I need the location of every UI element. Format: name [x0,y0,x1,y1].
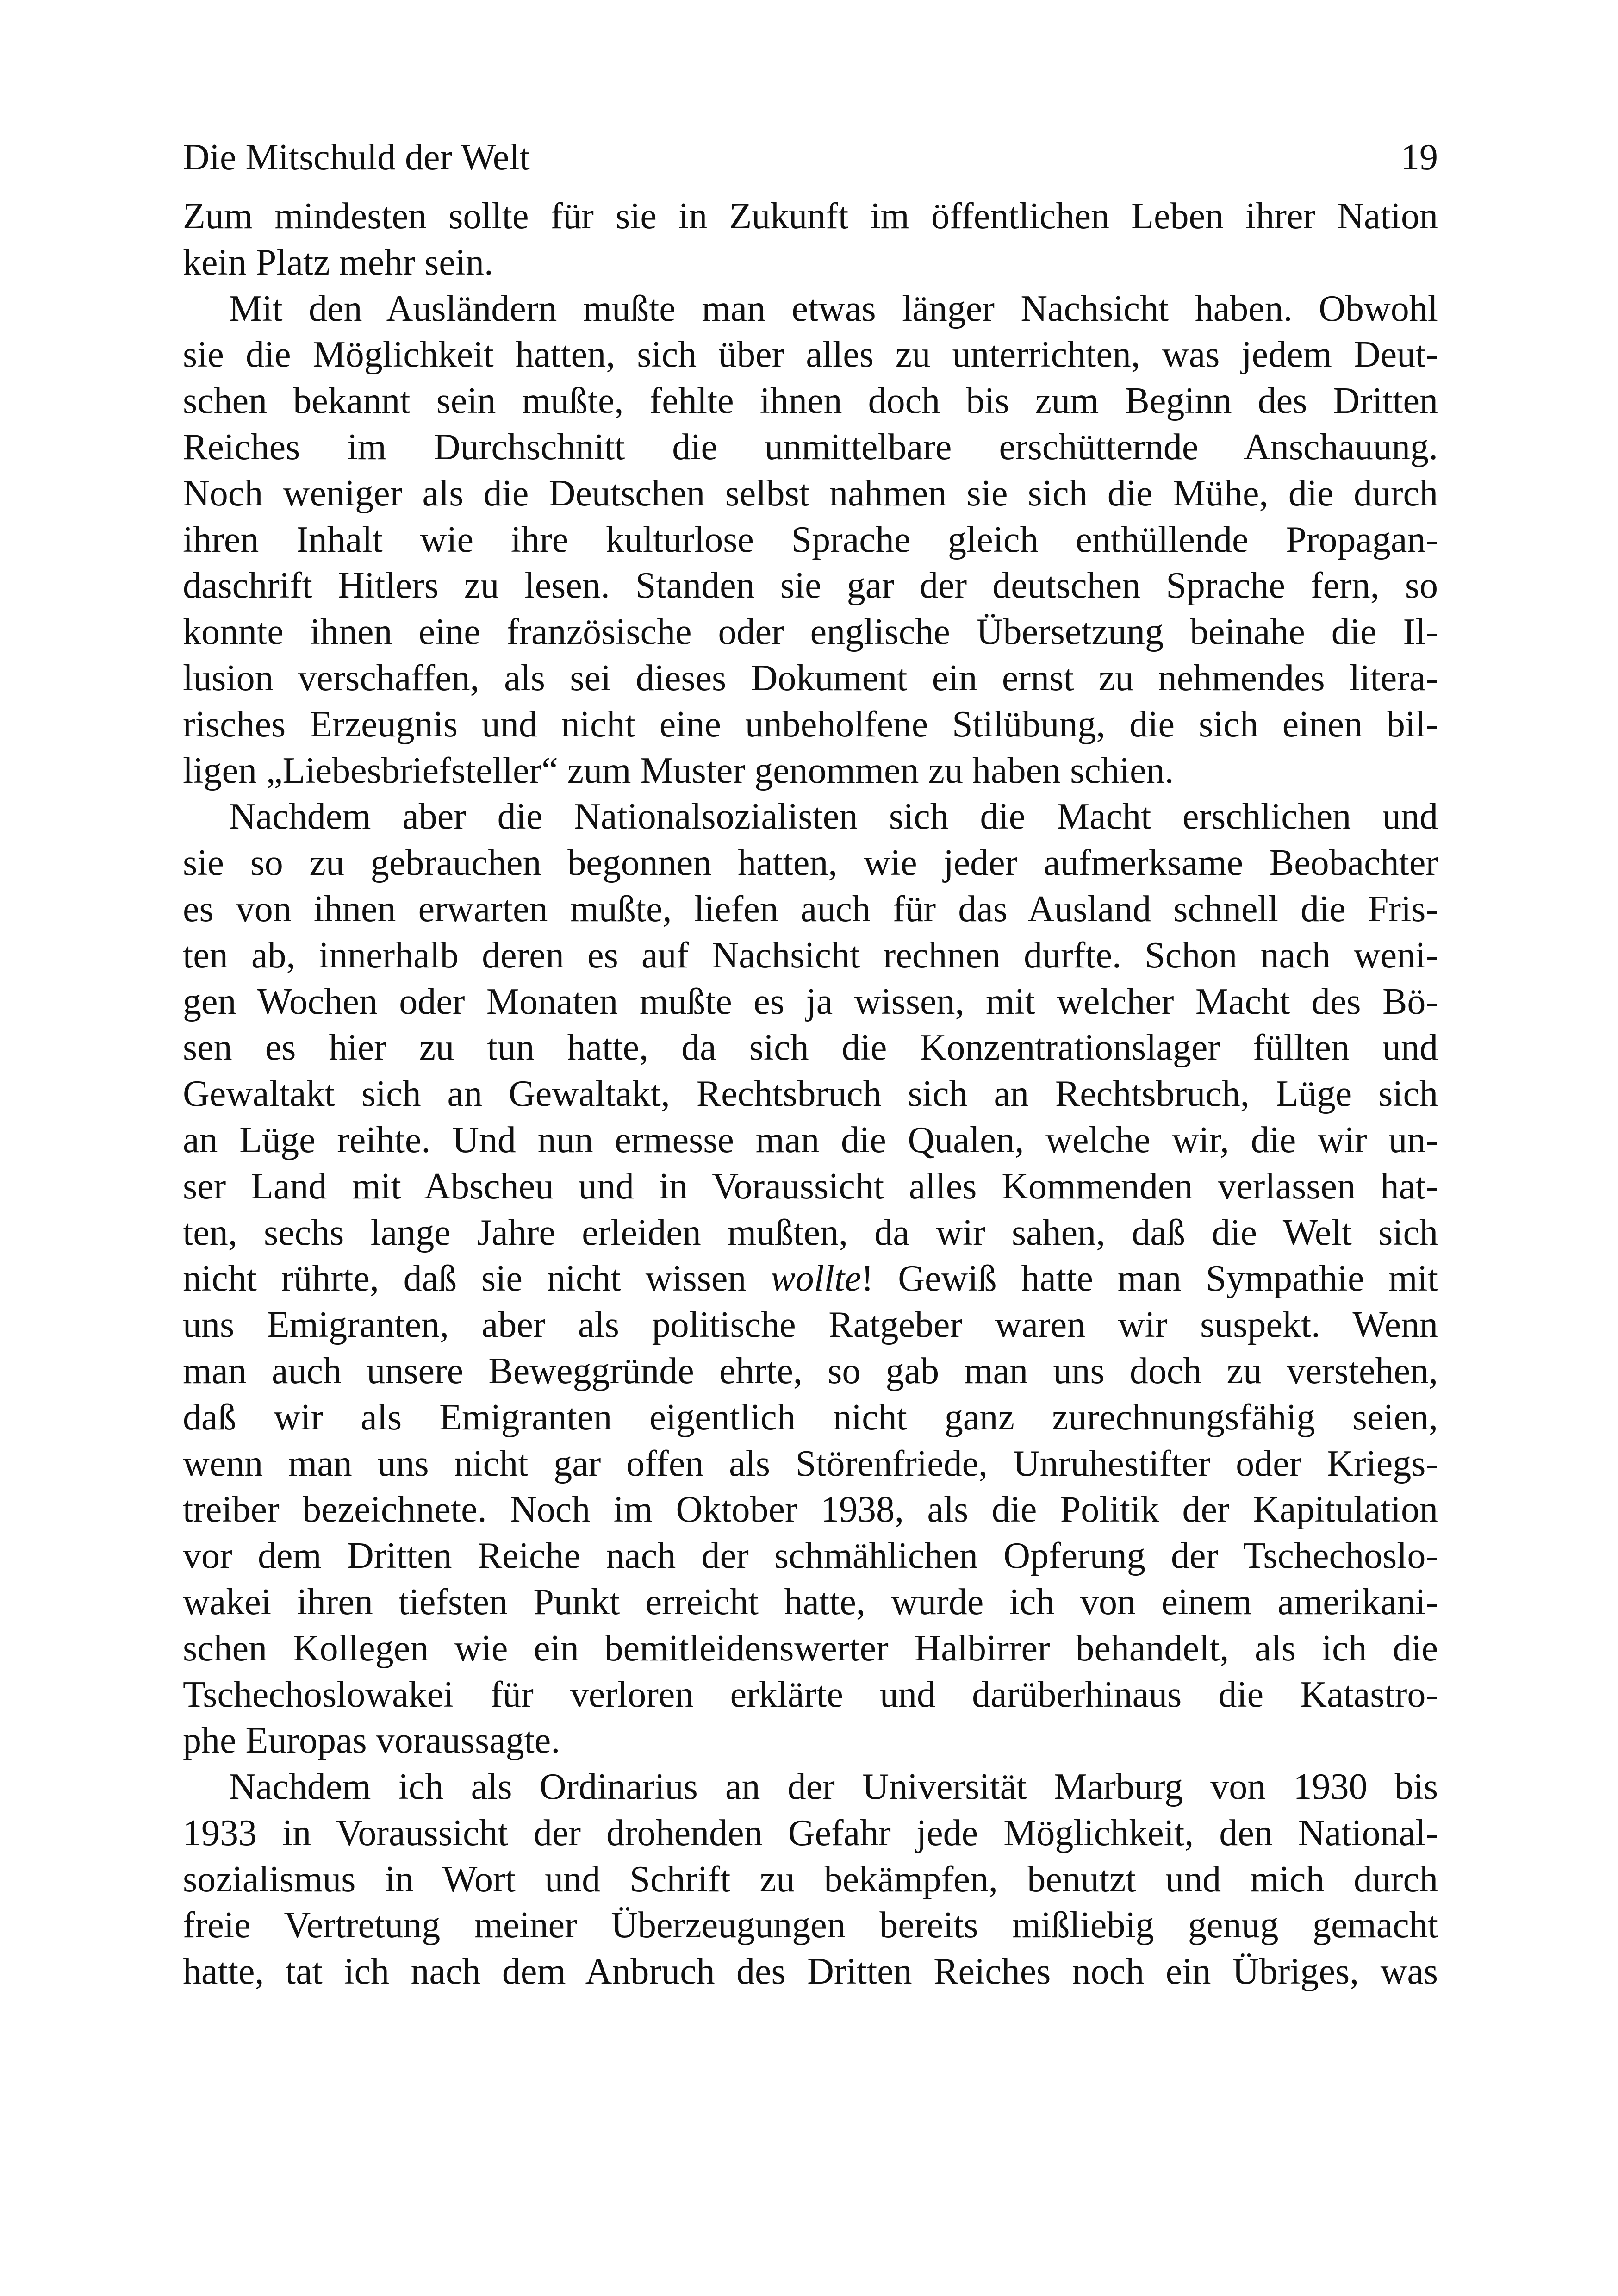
text-line: risches Erzeugnis und nicht eine unbeholfene Stilübung, die sich einen bil- [183,704,1438,745]
text-line: schen Kollegen wie ein bemitleidenswerter Halbirrer behandelt, als ich die [183,1628,1438,1669]
text-line: konnte ihnen eine französische oder englische Übersetzung beinahe die Il- [183,611,1438,653]
text-line: sozialismus in Wort und Schrift zu bekämpfen, benutzt und mich durch [183,1859,1438,1900]
running-head [183,134,1438,181]
text-line: es von ihnen erwarten mußte, liefen auch für das Ausland schnell die Fris- [183,888,1438,930]
text-line: man auch unsere Beweggründe ehrte, so gab man uns doch zu verstehen, [183,1350,1438,1391]
text-line: schen bekannt sein mußte, fehlte ihnen doch bis zum Beginn des Dritten [183,381,1438,422]
page-number: 19 [1401,137,1438,178]
text-line: daschrift Hitlers zu lesen. Standen sie gar der deutschen Sprache fern, so [183,565,1438,606]
text-line: wenn man uns nicht gar offen als Störenfriede, Unruhestifter oder Kriegs- [183,1443,1438,1484]
text-line: vor dem Dritten Reiche nach der schmählichen Opferung der Tschechoslo- [183,1535,1438,1577]
text-line: sie die Möglichkeit hatten, sich über alles zu unterrichten, was jedem Deut- [183,334,1438,375]
text-line: Gewaltakt sich an Gewaltakt, Rechtsbruch sich an Rechtsbruch, Lüge sich [183,1073,1438,1115]
text-line: Zum mindesten sollte für sie in Zukunft im öffentlichen Leben ihrer Nation [183,196,1438,237]
text-line: daß wir als Emigranten eigentlich nicht ganz zurechnungsfähig seien, [183,1397,1438,1438]
text-line: kein Platz mehr sein. [183,242,493,283]
text-line: ser Land mit Abscheu und in Voraussicht alles Kommenden verlassen hat- [183,1166,1438,1207]
text-line: hatte, tat ich nach dem Anbruch des Dritten Reiches noch ein Übriges, was [183,1951,1438,1992]
emphasis: wollte [771,1258,861,1299]
text-line: freie Vertretung meiner Überzeugungen bereits mißliebig genug gemacht [183,1905,1438,1946]
text-line: Noch weniger als die Deutschen selbst nahmen sie sich die Mühe, die durch [183,473,1438,514]
text-line: an Lüge reihte. Und nun ermesse man die Qualen, welche wir, die wir un- [183,1119,1438,1160]
text-line: Tschechoslowakei für verloren erklärte und darüberhinaus die Katastro- [183,1674,1438,1715]
text-line: 1933 in Voraussicht der drohenden Gefahr jede Möglichkeit, den National- [183,1812,1438,1853]
text-line: wakei ihren tiefsten Punkt erreicht hatte, wurde ich von einem amerikani- [183,1581,1438,1622]
text-line: gen Wochen oder Monaten mußte es ja wissen, mit welcher Macht des Bö- [183,981,1438,1022]
text-line: nicht rührte, daß sie nicht wissen wollte! Gewiß hatte man Sympathie mit [183,1258,1438,1299]
running-title: Die Mitschuld der Welt [183,137,530,178]
text-line: treiber bezeichnete. Noch im Oktober 1938, als die Politik der Kapitulation [183,1489,1438,1530]
text-line: ligen „Liebesbriefsteller“ zum Muster genommen zu haben schien. [183,750,1174,791]
text-line: ten, sechs lange Jahre erleiden mußten, da wir sahen, daß die Welt sich [183,1212,1438,1253]
text-line: Reiches im Durchschnitt die unmittelbare erschütternde Anschauung. [183,426,1438,468]
text-line: lusion verschaffen, als sei dieses Dokument ein ernst zu nehmendes litera- [183,657,1438,699]
text-line: Mit den Ausländern mußte man etwas länger Nachsicht haben. Obwohl [229,288,1438,329]
paragraph [183,1764,1438,1995]
text-line: sen es hier zu tun hatte, da sich die Konzentrationslager füllten und [183,1027,1438,1068]
text-line: uns Emigranten, aber als politische Ratgeber waren wir suspekt. Wenn [183,1304,1438,1346]
paragraph [183,794,1438,1764]
book-page [183,134,1438,1995]
paragraph [183,286,1438,794]
text-line: phe Europas voraussagte. [183,1720,560,1761]
text-line: ihren Inhalt wie ihre kulturlose Sprache gleich enthüllende Propagan- [183,519,1438,560]
body-text [183,193,1438,1995]
text-line: sie so zu gebrauchen begonnen hatten, wie jeder aufmerksame Beobachter [183,842,1438,884]
text-line: Nachdem ich als Ordinarius an der Universität Marburg von 1930 bis [229,1766,1438,1808]
paragraph [183,193,1438,286]
text-line: Nachdem aber die Nationalsozialisten sich die Macht erschlichen und [229,796,1438,837]
text-line: ten ab, innerhalb deren es auf Nachsicht rechnen durfte. Schon nach weni- [183,935,1438,976]
